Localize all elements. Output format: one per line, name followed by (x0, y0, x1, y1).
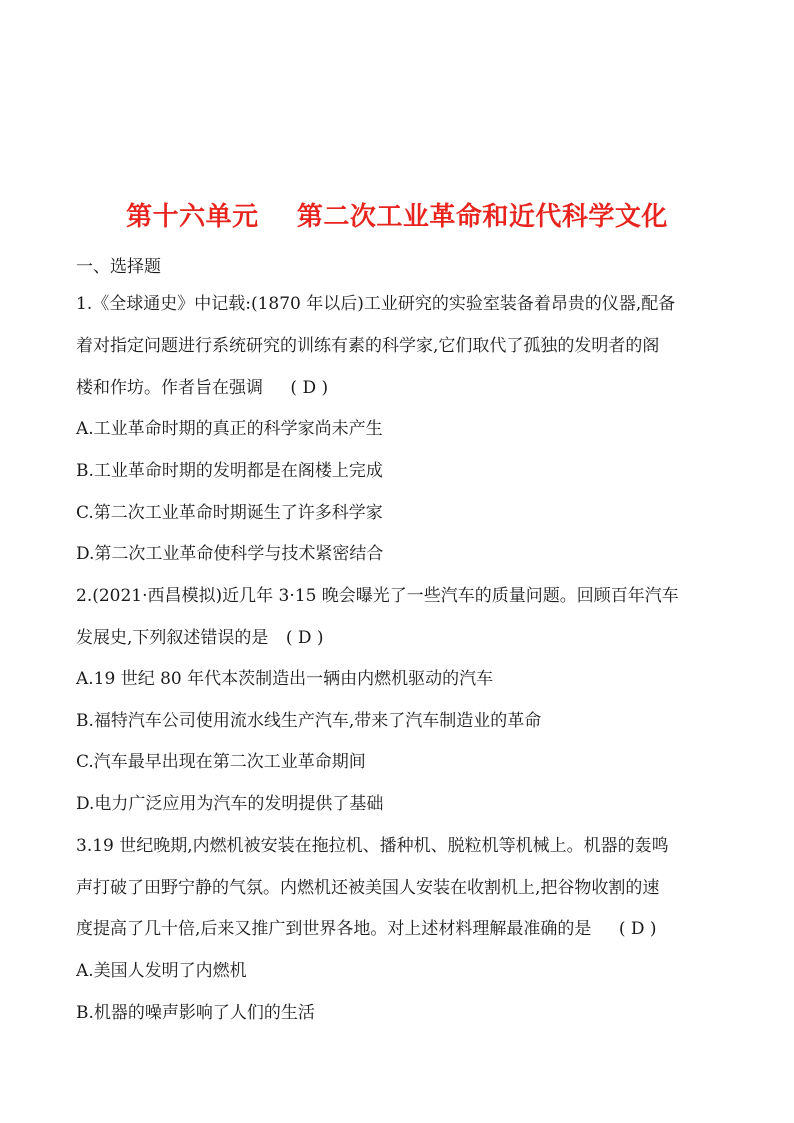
question-1-line-2: 着对指定问题进行系统研究的训练有素的科学家,它们取代了孤独的发明者的阁 (76, 336, 660, 356)
question-2-option-d: D.电力广泛应用为汽车的发明提供了基础 (76, 794, 384, 814)
question-3-line-3 (76, 917, 657, 941)
question-1-stem-end: 楼和作坊。作者旨在强调 (76, 378, 263, 398)
question-3-line-1: 3.19 世纪晚期,内燃机被安装在拖拉机、播种机、脱粒机等机械上。机器的轰鸣 (76, 836, 669, 856)
question-3-stem-end: 度提高了几十倍,后来又推广到世界各地。对上述材料理解最准确的是 (76, 919, 592, 939)
question-3-line-2: 声打破了田野宁静的气氛。内燃机还被美国人安装在收割机上,把谷物收割的速 (76, 878, 660, 898)
question-1-option-b: B.工业革命时期的发明都是在阁楼上完成 (76, 461, 383, 481)
question-2-answer: ( D ) (285, 628, 324, 648)
question-1-line-3 (76, 376, 328, 400)
question-2-line-1: 2.(2021·西昌模拟)近几年 3·15 晚会曝光了一些汽车的质量问题。回顾百年汽车 (76, 586, 679, 606)
question-2-stem-end: 发展史,下列叙述错误的是 (76, 628, 269, 648)
question-2-option-c: C.汽车最早出现在第二次工业革命期间 (76, 752, 366, 772)
unit-title: 第十六单元 第二次工业革命和近代科学文化 (126, 202, 668, 232)
question-1-line-1: 1.《全球通史》中记载:(1870 年以后)工业研究的实验室装备着昂贵的仪器,配备 (76, 294, 676, 314)
question-3-answer: ( D ) (618, 919, 657, 939)
section-heading: 一、选择题 (76, 257, 161, 277)
question-2-line-2 (76, 626, 324, 650)
question-3-option-b: B.机器的噪声影响了人们的生活 (76, 1003, 315, 1023)
question-1-option-c: C.第二次工业革命时期诞生了许多科学家 (76, 503, 383, 523)
question-2-option-a: A.19 世纪 80 年代本茨制造出一辆由内燃机驱动的汽车 (76, 669, 494, 689)
question-1-option-a: A.工业革命时期的真正的科学家尚未产生 (76, 419, 383, 439)
question-2-option-b: B.福特汽车公司使用流水线生产汽车,带来了汽车制造业的革命 (76, 711, 542, 731)
question-3-option-a: A.美国人发明了内燃机 (76, 961, 247, 981)
question-1-answer: ( D ) (290, 378, 329, 398)
question-1-option-d: D.第二次工业革命使科学与技术紧密结合 (76, 544, 384, 564)
